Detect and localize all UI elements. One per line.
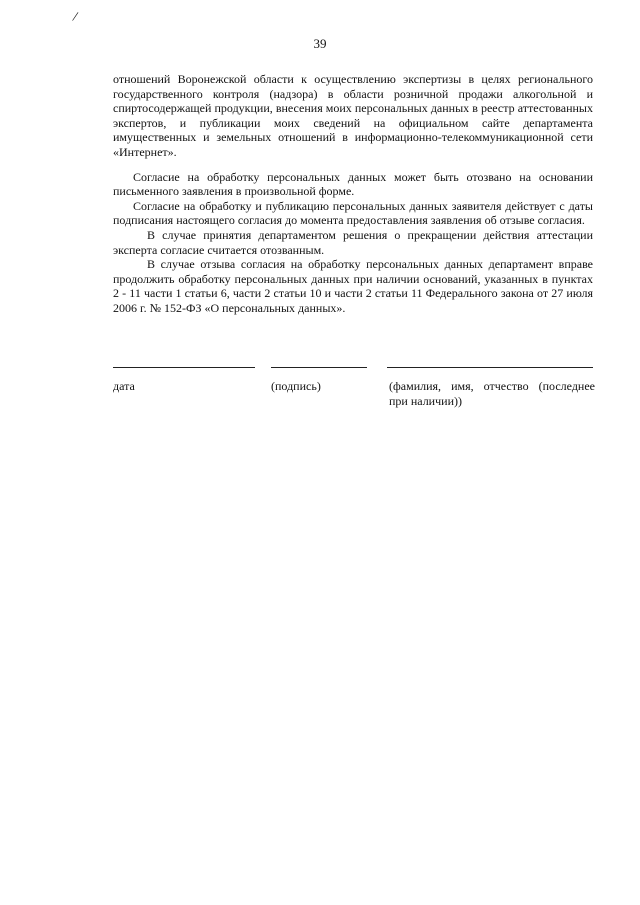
name-line [387,367,593,368]
paragraph-continuation: отношений Воронежской области к осуществлению экспертизы в целях регионального государственного контроля (надзора) в области розничной продажи алкогольной и спиртосодержащей продукции, внесения моих персональных данных в реестр аттестованных экспертов, и публикации моих сведений на официальном сайте департамента имущественных и земельных отношений в информационно-телекоммуникационной сети «Интернет». [113,72,593,159]
signature-block [113,367,593,427]
name-label: (фамилия, имя, отчество (последнее при наличии)) [389,379,595,408]
paragraph-validity: Согласие на обработку и публикацию персональных данных заявителя действует с даты подписания настоящего согласия до момента предоставления заявления об отзыве согласия. [113,198,593,228]
paragraph-continued-processing: В случае отзыва согласия на обработку персональных данных департамент вправе продолжить обработку персональных данных при наличии оснований, указанных в пунктах 2 - 11 части 1 статьи 6, части 2 статьи 10 и части 2 статьи 11 Федерального закона от 27 июля 2006 г. № 152-ФЗ «О персональных данных». [113,257,593,315]
paragraph-termination: В случае принятия департаментом решения о прекращении действия аттестации эксперта согласие считается отозванным. [113,227,593,257]
signature-label: (подпись) [271,379,321,393]
date-label: дата [113,379,135,393]
page-number: 39 [313,36,327,51]
date-line [113,367,255,368]
consent-text [113,72,593,322]
margin-mark: / [71,9,79,26]
paragraph-revocation: Согласие на обработку персональных данных может быть отозвано на основании письменного заявления в произвольной форме. [113,169,593,199]
signature-line [271,367,367,368]
